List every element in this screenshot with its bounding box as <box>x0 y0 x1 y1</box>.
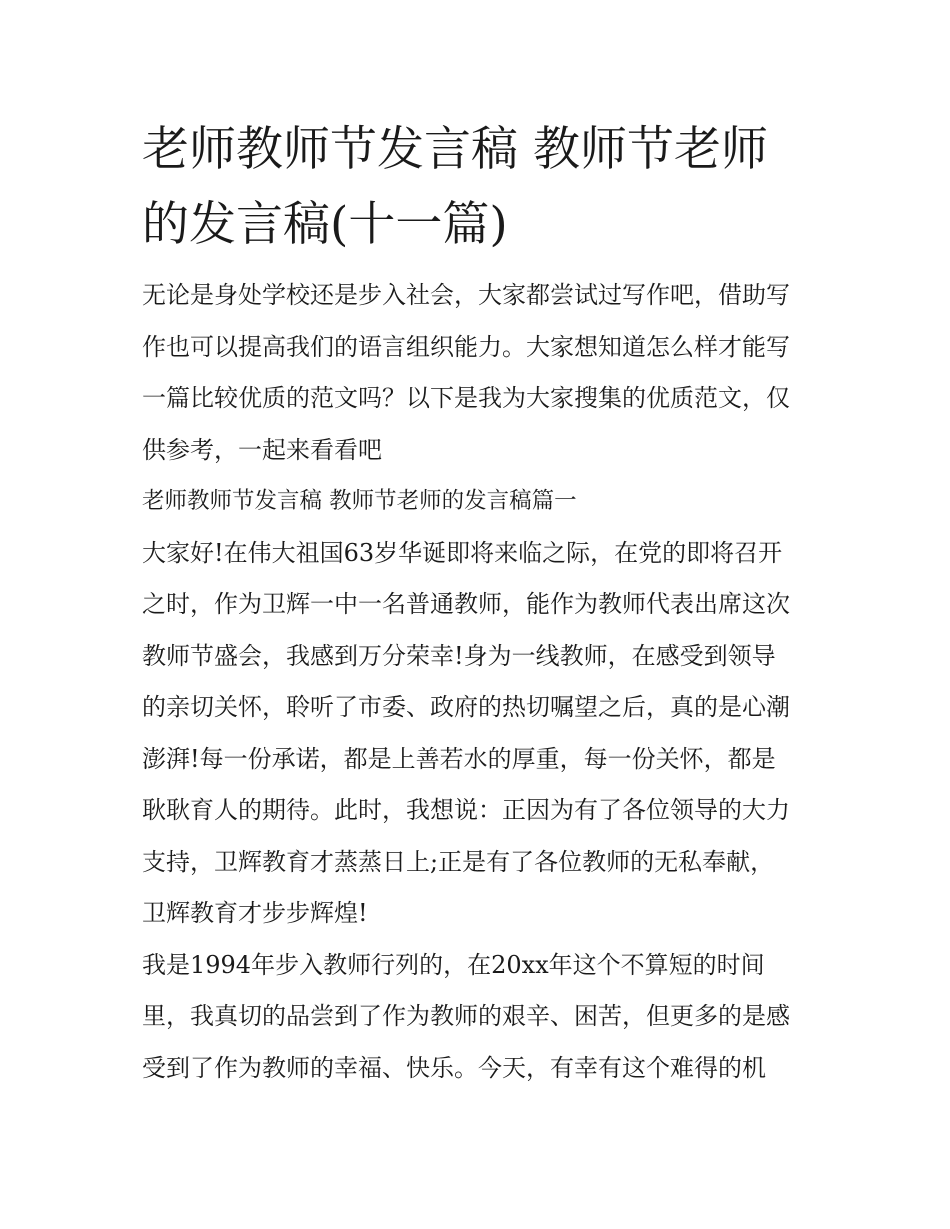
text-line: 一篇比较优质的范文吗？以下是我为大家搜集的优质范文，仅 <box>142 384 790 412</box>
text-line: 里，我真切的品尝到了作为教师的艰辛、困苦，但更多的是感 <box>142 1002 790 1030</box>
text-line: 之时，作为卫辉一中一名普通教师，能作为教师代表出席这次 <box>142 590 790 618</box>
document-page <box>142 112 814 1094</box>
text-line: 作也可以提高我们的语言组织能力。大家想知道怎么样才能写 <box>142 332 790 361</box>
title-line: 的发言稿(十一篇) <box>142 197 508 252</box>
text-line: 大家好!在伟大祖国63岁华诞即将来临之际，在党的即将召开 <box>142 538 783 567</box>
text-line: 卫辉教育才步步辉煌! <box>142 899 368 927</box>
text-line: 的亲切关怀，聆听了市委、政府的热切嘱望之后，真的是心潮 <box>142 693 790 721</box>
body-paragraph-1 <box>142 528 814 940</box>
text-line: 无论是身处学校还是步入社会，大家都尝试过写作吧，借助写 <box>142 281 790 309</box>
body-paragraph-2 <box>142 940 814 1095</box>
section-heading: 老师教师节发言稿 教师节老师的发言稿篇一 <box>142 488 577 514</box>
text-line: 我是1994年步入教师行列的，在20xx年这个不算短的时间 <box>142 950 765 979</box>
intro-paragraph <box>142 270 814 476</box>
text-line: 支持，卫辉教育才蒸蒸日上;正是有了各位教师的无私奉献， <box>142 847 775 876</box>
text-line: 供参考，一起来看看吧 <box>142 435 382 464</box>
title-line: 老师教师节发言稿 教师节老师 <box>142 122 768 177</box>
text-line: 耿耿育人的期待。此时，我想说：正因为有了各位领导的大力 <box>142 796 790 824</box>
text-line: 澎湃!每一份承诺，都是上善若水的厚重，每一份关怀，都是 <box>142 744 776 773</box>
document-title <box>142 112 814 262</box>
text-line: 教师节盛会，我感到万分荣幸!身为一线教师，在感受到领导 <box>142 641 776 670</box>
text-line: 受到了作为教师的幸福、快乐。今天，有幸有这个难得的机 <box>142 1053 766 1082</box>
